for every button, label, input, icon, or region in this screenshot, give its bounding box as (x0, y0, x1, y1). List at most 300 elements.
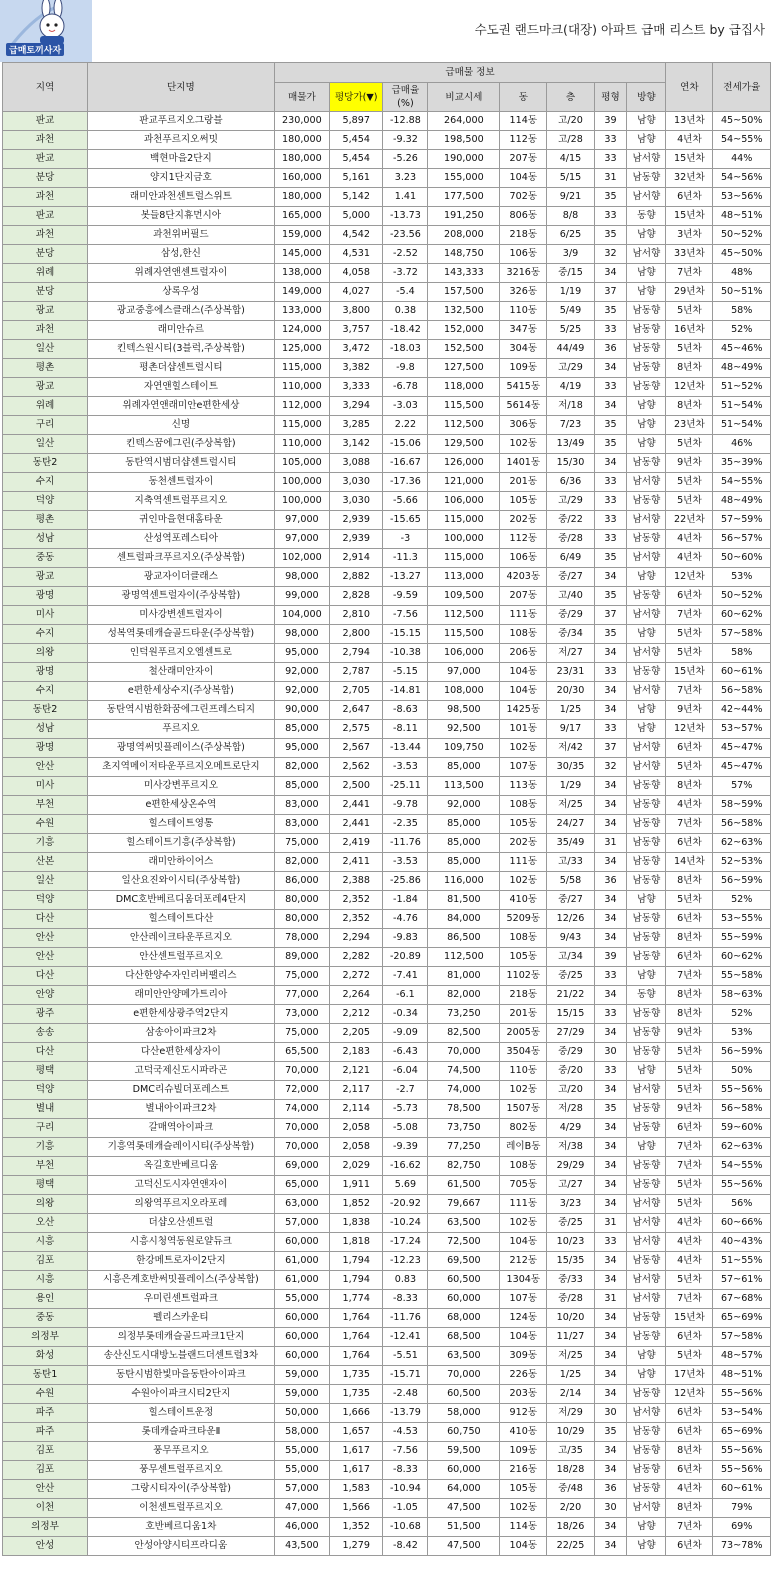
cell-region: 성남 (3, 720, 88, 739)
cell-discount: -15.15 (383, 625, 428, 644)
cell-discount: -6.04 (383, 1062, 428, 1081)
cell-dong: 1102동 (500, 967, 547, 986)
cell-per-pyeong: 1,764 (330, 1347, 383, 1366)
table-row (3, 1233, 771, 1252)
cell-pyeong: 33 (594, 150, 627, 169)
cell-region: 일산 (3, 435, 88, 454)
cell-per-pyeong: 3,030 (330, 492, 383, 511)
cell-dong: 102동 (500, 1499, 547, 1518)
cell-per-pyeong: 1,666 (330, 1404, 383, 1423)
cell-market: 118,000 (428, 378, 500, 397)
cell-pyeong: 30 (594, 1499, 627, 1518)
cell-discount: -5.08 (383, 1119, 428, 1138)
table-row (3, 1081, 771, 1100)
cell-jeonse: 45~46% (713, 340, 771, 359)
cell-price: 180,000 (274, 188, 329, 207)
cell-age: 8년차 (666, 359, 713, 378)
table-row (3, 1252, 771, 1271)
cell-market: 68,500 (428, 1328, 500, 1347)
page-title: 수도권 랜드마크(대장) 아파트 급매 리스트 by 급집사 (474, 22, 765, 37)
cell-pyeong: 36 (594, 1480, 627, 1499)
cell-discount: -11.76 (383, 1309, 428, 1328)
cell-per-pyeong: 2,800 (330, 625, 383, 644)
cell-jeonse: 53~57% (713, 720, 771, 739)
cell-age: 13년차 (666, 112, 713, 131)
cell-pyeong: 34 (594, 701, 627, 720)
cell-per-pyeong: 2,567 (330, 739, 383, 758)
cell-market: 59,500 (428, 1442, 500, 1461)
cell-price: 97,000 (274, 511, 329, 530)
cell-age: 4년차 (666, 1214, 713, 1233)
cell-market: 73,250 (428, 1005, 500, 1024)
cell-per-pyeong: 1,735 (330, 1366, 383, 1385)
cell-discount: -9.8 (383, 359, 428, 378)
cell-pyeong: 33 (594, 131, 627, 150)
cell-price: 115,000 (274, 359, 329, 378)
cell-region: 김포 (3, 1252, 88, 1271)
cell-region: 파주 (3, 1423, 88, 1442)
cell-market: 73,750 (428, 1119, 500, 1138)
cell-discount: -12.88 (383, 112, 428, 131)
cell-per-pyeong: 4,531 (330, 245, 383, 264)
cell-jeonse: 46% (713, 435, 771, 454)
cell-floor: 15/15 (547, 1005, 594, 1024)
cell-complex: 래미안과천센트럴스위트 (88, 188, 275, 207)
cell-price: 59,000 (274, 1366, 329, 1385)
cell-jeonse: 60~61% (713, 663, 771, 682)
cell-jeonse: 52% (713, 1005, 771, 1024)
cell-floor: 중/33 (547, 1271, 594, 1290)
cell-market: 72,500 (428, 1233, 500, 1252)
cell-per-pyeong: 2,828 (330, 587, 383, 606)
cell-complex: 힐스테이트영통 (88, 815, 275, 834)
cell-market: 208,000 (428, 226, 500, 245)
cell-direction: 남향 (627, 283, 666, 302)
table-row (3, 207, 771, 226)
cell-floor: 10/29 (547, 1423, 594, 1442)
cell-age: 6년차 (666, 1328, 713, 1347)
cell-region: 과천 (3, 226, 88, 245)
cell-floor: 저/28 (547, 1100, 594, 1119)
cell-market: 85,000 (428, 758, 500, 777)
header-discount: 급매율 (%) (383, 83, 428, 112)
cell-complex: 킨텍스꿈에그린(주상복합) (88, 435, 275, 454)
cell-complex: 힐스테이트다산 (88, 910, 275, 929)
cell-age: 7년차 (666, 264, 713, 283)
cell-floor: 저/29 (547, 1404, 594, 1423)
table-row (3, 530, 771, 549)
cell-pyeong: 35 (594, 1100, 627, 1119)
cell-discount: -2.7 (383, 1081, 428, 1100)
cell-discount: -3 (383, 530, 428, 549)
cell-region: 수지 (3, 682, 88, 701)
cell-age: 5년차 (666, 1062, 713, 1081)
table-row (3, 549, 771, 568)
cell-market: 82,750 (428, 1157, 500, 1176)
cell-pyeong: 34 (594, 910, 627, 929)
cell-complex: 철산래미안자이 (88, 663, 275, 682)
cell-jeonse: 56% (713, 1195, 771, 1214)
cell-discount: -1.05 (383, 1499, 428, 1518)
cell-direction: 남서향 (627, 739, 666, 758)
cell-direction: 남서향 (627, 1195, 666, 1214)
cell-market: 98,500 (428, 701, 500, 720)
cell-complex: 펠리스카운티 (88, 1309, 275, 1328)
cell-price: 112,000 (274, 397, 329, 416)
cell-region: 시흥 (3, 1233, 88, 1252)
table-row (3, 131, 771, 150)
cell-dong: 212동 (500, 1252, 547, 1271)
cell-discount: -7.56 (383, 1442, 428, 1461)
cell-discount: -9.32 (383, 131, 428, 150)
cell-pyeong: 34 (594, 1157, 627, 1176)
cell-per-pyeong: 2,882 (330, 568, 383, 587)
cell-age: 15년차 (666, 663, 713, 682)
table-row (3, 644, 771, 663)
cell-complex: 자연앤힐스테이트 (88, 378, 275, 397)
cell-discount: -6.78 (383, 378, 428, 397)
cell-price: 104,000 (274, 606, 329, 625)
cell-jeonse: 55~56% (713, 1461, 771, 1480)
cell-direction: 남서향 (627, 473, 666, 492)
cell-jeonse: 58% (713, 302, 771, 321)
table-row (3, 815, 771, 834)
cell-jeonse: 53~54% (713, 1404, 771, 1423)
cell-per-pyeong: 2,647 (330, 701, 383, 720)
table-row (3, 435, 771, 454)
cell-region: 송송 (3, 1024, 88, 1043)
cell-floor: 13/49 (547, 435, 594, 454)
cell-jeonse: 50~52% (713, 226, 771, 245)
cell-price: 55,000 (274, 1442, 329, 1461)
cell-market: 47,500 (428, 1499, 500, 1518)
cell-region: 광명 (3, 739, 88, 758)
cell-pyeong: 34 (594, 796, 627, 815)
cell-dong: 912동 (500, 1404, 547, 1423)
cell-price: 61,000 (274, 1271, 329, 1290)
cell-pyeong: 33 (594, 1005, 627, 1024)
cell-direction: 남동향 (627, 1024, 666, 1043)
cell-jeonse: 55~56% (713, 1176, 771, 1195)
cell-discount: -9.78 (383, 796, 428, 815)
cell-pyeong: 34 (594, 1252, 627, 1271)
cell-discount: -12.23 (383, 1252, 428, 1271)
cell-discount: -11.76 (383, 834, 428, 853)
cell-age: 6년차 (666, 739, 713, 758)
cell-complex: 과천푸르지오써밋 (88, 131, 275, 150)
cell-pyeong: 35 (594, 1423, 627, 1442)
cell-discount: -13.73 (383, 207, 428, 226)
cell-dong: 110동 (500, 302, 547, 321)
cell-jeonse: 58~63% (713, 986, 771, 1005)
cell-discount: -20.89 (383, 948, 428, 967)
cell-floor: 중/48 (547, 1480, 594, 1499)
cell-price: 78,000 (274, 929, 329, 948)
cell-market: 115,500 (428, 625, 500, 644)
cell-age: 5년차 (666, 1271, 713, 1290)
cell-region: 분당 (3, 245, 88, 264)
table-row (3, 701, 771, 720)
cell-pyeong: 37 (594, 606, 627, 625)
cell-direction: 동향 (627, 986, 666, 1005)
cell-age: 7년차 (666, 1518, 713, 1537)
cell-complex: 별내아이파크2차 (88, 1100, 275, 1119)
cell-market: 51,500 (428, 1518, 500, 1537)
cell-market: 60,000 (428, 1461, 500, 1480)
cell-direction: 남동향 (627, 815, 666, 834)
cell-per-pyeong: 2,114 (330, 1100, 383, 1119)
cell-jeonse: 50~51% (713, 283, 771, 302)
cell-price: 110,000 (274, 378, 329, 397)
cell-price: 92,000 (274, 663, 329, 682)
cell-complex: 래미안하이어스 (88, 853, 275, 872)
cell-direction: 남서향 (627, 1290, 666, 1309)
cell-price: 77,000 (274, 986, 329, 1005)
cell-market: 58,000 (428, 1404, 500, 1423)
cell-complex: 수원아이파크시티2단지 (88, 1385, 275, 1404)
cell-region: 동탄2 (3, 701, 88, 720)
table-row (3, 986, 771, 1005)
cell-pyeong: 35 (594, 625, 627, 644)
cell-complex: 미사강변푸르지오 (88, 777, 275, 796)
cell-region: 분당 (3, 283, 88, 302)
cell-floor: 저/18 (547, 397, 594, 416)
cell-region: 안산 (3, 948, 88, 967)
table-row (3, 1518, 771, 1537)
cell-dong: 705동 (500, 1176, 547, 1195)
cell-region: 수원 (3, 815, 88, 834)
cell-floor: 5/25 (547, 321, 594, 340)
cell-market: 126,000 (428, 454, 500, 473)
cell-age: 15년차 (666, 150, 713, 169)
cell-floor: 중/29 (547, 1043, 594, 1062)
cell-per-pyeong: 2,183 (330, 1043, 383, 1062)
cell-direction: 남동향 (627, 1442, 666, 1461)
cell-region: 일산 (3, 872, 88, 891)
cell-jeonse: 53~56% (713, 188, 771, 207)
cell-floor: 3/23 (547, 1195, 594, 1214)
cell-market: 74,500 (428, 1062, 500, 1081)
cell-complex: 과천위버필드 (88, 226, 275, 245)
cell-pyeong: 34 (594, 1442, 627, 1461)
cell-price: 165,000 (274, 207, 329, 226)
cell-dong: 111동 (500, 1195, 547, 1214)
cell-dong: 108동 (500, 1157, 547, 1176)
cell-jeonse: 54~56% (713, 169, 771, 188)
cell-complex: DMC리슈빌더포레스트 (88, 1081, 275, 1100)
cell-discount: -2.48 (383, 1385, 428, 1404)
cell-direction: 남동향 (627, 492, 666, 511)
table-row (3, 1404, 771, 1423)
cell-dong: 레이B동 (500, 1138, 547, 1157)
cell-region: 산본 (3, 853, 88, 872)
cell-pyeong: 34 (594, 644, 627, 663)
cell-per-pyeong: 1,838 (330, 1214, 383, 1233)
cell-region: 다산 (3, 1043, 88, 1062)
cell-age: 4년차 (666, 1252, 713, 1271)
cell-jeonse: 45~47% (713, 758, 771, 777)
cell-direction: 남향 (627, 568, 666, 587)
cell-age: 5년차 (666, 1081, 713, 1100)
cell-market: 64,000 (428, 1480, 500, 1499)
cell-dong: 105동 (500, 815, 547, 834)
cell-floor: 9/21 (547, 188, 594, 207)
cell-dong: 108동 (500, 929, 547, 948)
cell-dong: 1401동 (500, 454, 547, 473)
cell-price: 69,000 (274, 1157, 329, 1176)
table-row (3, 777, 771, 796)
cell-direction: 남동향 (627, 1423, 666, 1442)
cell-floor: 4/29 (547, 1119, 594, 1138)
cell-price: 85,000 (274, 777, 329, 796)
cell-pyeong: 34 (594, 777, 627, 796)
cell-floor: 중/29 (547, 606, 594, 625)
cell-direction: 남서향 (627, 1499, 666, 1518)
cell-discount: -9.09 (383, 1024, 428, 1043)
cell-market: 152,500 (428, 340, 500, 359)
cell-price: 145,000 (274, 245, 329, 264)
cell-pyeong: 33 (594, 663, 627, 682)
cell-jeonse: 60~62% (713, 948, 771, 967)
cell-jeonse: 50~60% (713, 549, 771, 568)
cell-age: 7년차 (666, 1138, 713, 1157)
cell-per-pyeong: 1,764 (330, 1328, 383, 1347)
cell-price: 98,000 (274, 568, 329, 587)
table-row (3, 1328, 771, 1347)
table-row (3, 1461, 771, 1480)
cell-discount: -11.3 (383, 549, 428, 568)
cell-per-pyeong: 2,441 (330, 796, 383, 815)
cell-jeonse: 56~57% (713, 530, 771, 549)
table-row (3, 1176, 771, 1195)
cell-pyeong: 35 (594, 416, 627, 435)
cell-jeonse: 51~54% (713, 416, 771, 435)
cell-discount: 3.23 (383, 169, 428, 188)
cell-jeonse: 56~59% (713, 1043, 771, 1062)
cell-discount: -8.63 (383, 701, 428, 720)
cell-direction: 남동향 (627, 340, 666, 359)
cell-discount: -8.33 (383, 1461, 428, 1480)
cell-direction: 남서향 (627, 549, 666, 568)
cell-complex: 풍무푸르지오 (88, 1442, 275, 1461)
cell-jeonse: 55~56% (713, 1081, 771, 1100)
cell-pyeong: 33 (594, 1233, 627, 1252)
cell-dong: 104동 (500, 1233, 547, 1252)
cell-jeonse: 55~59% (713, 929, 771, 948)
cell-complex: 동탄역시범한화꿈에그린프레스티지 (88, 701, 275, 720)
cell-dong: 104동 (500, 1328, 547, 1347)
cell-pyeong: 34 (594, 1461, 627, 1480)
cell-age: 12년차 (666, 568, 713, 587)
cell-per-pyeong: 2,272 (330, 967, 383, 986)
table-row (3, 1480, 771, 1499)
table-row (3, 454, 771, 473)
table-row (3, 340, 771, 359)
cell-pyeong: 33 (594, 530, 627, 549)
cell-market: 148,750 (428, 245, 500, 264)
cell-floor: 9/17 (547, 720, 594, 739)
cell-floor: 고/34 (547, 948, 594, 967)
cell-age: 9년차 (666, 1024, 713, 1043)
cell-floor: 중/22 (547, 511, 594, 530)
cell-per-pyeong: 5,142 (330, 188, 383, 207)
cell-pyeong: 34 (594, 1176, 627, 1195)
cell-market: 112,500 (428, 948, 500, 967)
cell-direction: 남동향 (627, 777, 666, 796)
cell-discount: -5.66 (383, 492, 428, 511)
cell-direction: 남동향 (627, 1309, 666, 1328)
cell-discount: -14.81 (383, 682, 428, 701)
cell-direction: 남서향 (627, 644, 666, 663)
cell-price: 75,000 (274, 1024, 329, 1043)
cell-per-pyeong: 2,058 (330, 1119, 383, 1138)
cell-pyeong: 34 (594, 891, 627, 910)
header-complex: 단지명 (88, 63, 275, 112)
cell-direction: 남동향 (627, 796, 666, 815)
cell-direction: 남서향 (627, 1271, 666, 1290)
cell-per-pyeong: 2,575 (330, 720, 383, 739)
table-row (3, 758, 771, 777)
cell-direction: 남동향 (627, 359, 666, 378)
cell-direction: 남동향 (627, 169, 666, 188)
cell-price: 60,000 (274, 1233, 329, 1252)
cell-floor: 5/15 (547, 169, 594, 188)
cell-floor: 1/25 (547, 701, 594, 720)
cell-age: 22년차 (666, 511, 713, 530)
cell-region: 김포 (3, 1442, 88, 1461)
header-jeonse: 전세가율 (713, 63, 771, 112)
cell-floor: 저/38 (547, 1138, 594, 1157)
cell-market: 127,500 (428, 359, 500, 378)
cell-jeonse: 51~55% (713, 1252, 771, 1271)
cell-direction: 남향 (627, 112, 666, 131)
cell-complex: 안성아양시티프라디움 (88, 1537, 275, 1556)
cell-floor: 5/58 (547, 872, 594, 891)
cell-floor: 고/27 (547, 1176, 594, 1195)
cell-jeonse: 60~66% (713, 1214, 771, 1233)
cell-price: 95,000 (274, 644, 329, 663)
cell-direction: 남향 (627, 1366, 666, 1385)
cell-discount: -7.56 (383, 606, 428, 625)
cell-dong: 4203동 (500, 568, 547, 587)
cell-dong: 206동 (500, 644, 547, 663)
cell-discount: -10.68 (383, 1518, 428, 1537)
cell-per-pyeong: 2,939 (330, 511, 383, 530)
cell-floor: 중/25 (547, 1214, 594, 1233)
cell-region: 덕양 (3, 492, 88, 511)
cell-age: 4년차 (666, 1480, 713, 1499)
cell-age: 4년차 (666, 131, 713, 150)
cell-complex: 미사강변센트럴자이 (88, 606, 275, 625)
cell-dong: 104동 (500, 169, 547, 188)
cell-floor: 중/28 (547, 530, 594, 549)
cell-floor: 1/29 (547, 777, 594, 796)
cell-direction: 남동향 (627, 948, 666, 967)
cell-dong: 109동 (500, 359, 547, 378)
cell-floor: 6/36 (547, 473, 594, 492)
cell-complex: 갈매역아이파크 (88, 1119, 275, 1138)
header-direction: 방향 (627, 83, 666, 112)
cell-discount: -8.11 (383, 720, 428, 739)
cell-region: 시흥 (3, 1271, 88, 1290)
cell-market: 70,000 (428, 1043, 500, 1062)
cell-floor: 11/27 (547, 1328, 594, 1347)
cell-dong: 104동 (500, 663, 547, 682)
header-per-pyeong-sort[interactable]: 평당가(▼) (330, 83, 383, 112)
cell-price: 58,000 (274, 1423, 329, 1442)
cell-region: 안산 (3, 758, 88, 777)
cell-market: 84,000 (428, 910, 500, 929)
